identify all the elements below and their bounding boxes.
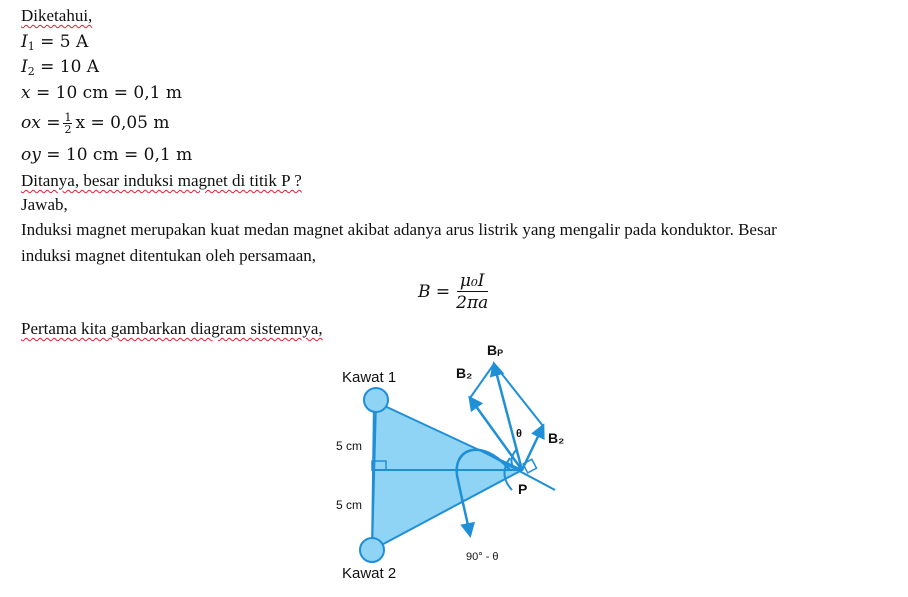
question-text: Ditanya, besar induksi magnet di titik P ? (21, 171, 302, 190)
label-bp: BP (487, 342, 504, 358)
given-oy: oy = 10 cm = 0,1 m (21, 145, 193, 165)
given-x: x = 10 cm = 0,1 m (21, 83, 182, 103)
triangle-region (372, 402, 522, 550)
label-dist-bottom: 5 cm (336, 498, 363, 512)
label-b2-right: B₂ (548, 430, 565, 446)
label-wire-2: Kawat 2 (342, 565, 397, 582)
given-heading: Diketahui, (21, 6, 93, 25)
label-angle: 90° - θ (466, 551, 499, 563)
label-b2-left: B₂ (456, 365, 473, 381)
label-dist-top: 5 cm (336, 439, 363, 453)
wire-diagram (330, 340, 590, 590)
label-theta: θ (516, 428, 522, 440)
paragraph-line-1: Induksi magnet merupakan kuat medan magnet akibat adanya arus listrik yang mengalir pada konduktor. Besar (21, 220, 777, 239)
diagram-intro: Pertama kita gambarkan diagram sistemnya, (21, 319, 323, 338)
label-point-p: P (518, 481, 528, 497)
answer-heading: Jawab, (21, 195, 68, 214)
wire-2-circle (360, 538, 384, 562)
given-i1: $I_1 = 5$ A (21, 32, 89, 53)
label-wire-1: Kawat 1 (342, 369, 397, 386)
wire-1-circle (364, 388, 388, 412)
paragraph-line-2: induksi magnet ditentukan oleh persamaan, (21, 246, 317, 265)
given-ox: ox = $\frac{1}{2}$ x = 0,05 m (21, 110, 170, 136)
given-i2: $I_2 = 10$ A (21, 57, 100, 78)
vector-bp (494, 364, 522, 470)
formula: B = $\frac{\text{μ₀I}}{2\pi a}$ (418, 271, 489, 313)
parallelogram-edge-2 (470, 364, 494, 398)
